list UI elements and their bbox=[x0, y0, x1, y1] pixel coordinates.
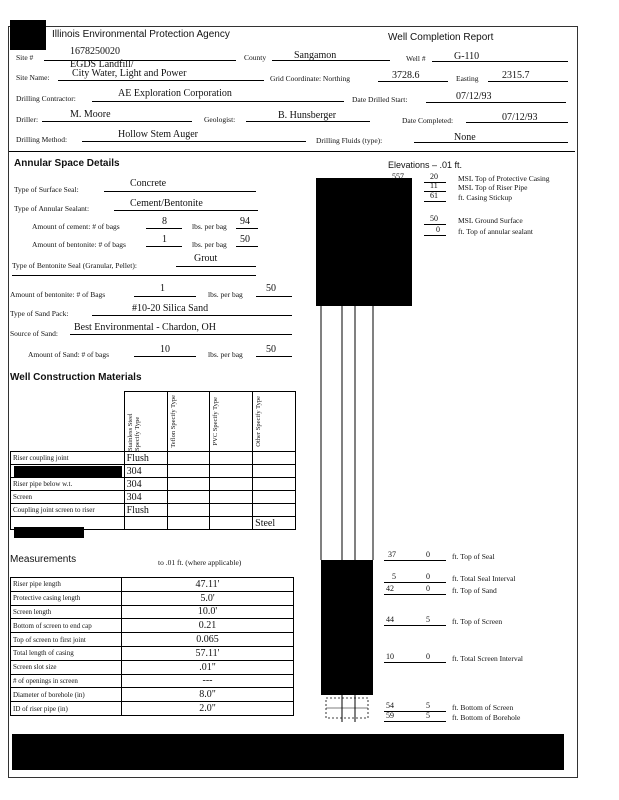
table-row: Top of screen to first joint 0.065 bbox=[11, 633, 294, 647]
agency-name: Illinois Environmental Protection Agency bbox=[52, 29, 230, 40]
measurements-title: Measurements bbox=[10, 554, 77, 565]
table-row: Riser pipe length 47.11' bbox=[11, 578, 294, 592]
table-row: Steel bbox=[11, 517, 296, 530]
contractor: AE Exploration Corporation bbox=[118, 88, 232, 99]
driller-label: Driller: bbox=[16, 115, 39, 124]
elevation-row: 557 20 MSL Top of Protective Casing bbox=[392, 172, 550, 183]
elevation-row: 0 ft. Top of annular sealant bbox=[436, 225, 533, 236]
construction-title: Well Construction Materials bbox=[10, 372, 142, 383]
contractor-label: Drilling Contractor: bbox=[16, 94, 76, 103]
bent-lbs-label: lbs. per bag bbox=[192, 240, 227, 249]
bent-seal-label: Type of Bentonite Seal (Granular, Pellet): bbox=[12, 261, 137, 270]
site-no-label: Site # bbox=[16, 53, 34, 62]
table-row: # of openings in screen --- bbox=[11, 674, 294, 688]
depth-row: 54 5 ft. Bottom of Screen bbox=[386, 701, 514, 712]
date-started: 07/12/93 bbox=[456, 91, 492, 102]
site-name-label: Site Name: bbox=[16, 73, 50, 82]
table-row: Total length of casing 57.11' bbox=[11, 646, 294, 660]
geologist-label: Geologist: bbox=[204, 115, 236, 124]
table-row: Diameter of borehole (in) 8.0" bbox=[11, 688, 294, 702]
cement-bags-label: Amount of cement: # of bags bbox=[32, 222, 120, 231]
bent-lbs: 50 bbox=[240, 234, 250, 245]
cement-bags: 8 bbox=[162, 216, 167, 227]
sand-pack-label: Type of Sand Pack: bbox=[10, 309, 69, 318]
site-no: 1678250020 bbox=[70, 46, 120, 57]
col-teflon: Teflon Specify Type bbox=[169, 395, 177, 448]
county: Sangamon bbox=[294, 50, 337, 61]
surface-seal: Concrete bbox=[130, 178, 167, 189]
bent2-lbs-label: lbs. per bag bbox=[208, 290, 243, 299]
construction-table bbox=[10, 391, 296, 530]
sand-lbs: 50 bbox=[266, 344, 276, 355]
driller: M. Moore bbox=[70, 109, 111, 120]
annular-title: Annular Space Details bbox=[14, 158, 120, 169]
bent-bags: 1 bbox=[162, 234, 167, 245]
cement-lbs-label: lbs. per bag bbox=[192, 222, 227, 231]
table-row: Screen length 10.0' bbox=[11, 605, 294, 619]
bent2-bags-label: Amount of bentonite: # of Bags bbox=[10, 290, 106, 299]
sand-lbs-label: lbs. per bag bbox=[208, 350, 243, 359]
depth-row: 44 5 ft. Top of Screen bbox=[386, 615, 503, 626]
sand-source-label: Source of Sand: bbox=[10, 329, 58, 338]
annular-sealant: Cement/Bentonite bbox=[130, 198, 203, 209]
table-row: Screen slot size .01" bbox=[11, 660, 294, 674]
elevation-row: 50 MSL Ground Surface bbox=[430, 214, 523, 225]
table-row: 304 bbox=[11, 465, 296, 478]
sand-pack: #10-20 Silica Sand bbox=[132, 303, 209, 314]
date-completed: 07/12/93 bbox=[502, 112, 538, 123]
report-title: Well Completion Report bbox=[388, 32, 494, 43]
bent2-bags: 1 bbox=[160, 283, 165, 294]
well-no: G-110 bbox=[454, 51, 480, 62]
site-name-line2: City Water, Light and Power bbox=[72, 68, 187, 79]
method: Hollow Stem Auger bbox=[118, 129, 198, 140]
fluids-label: Drilling Fluids (type): bbox=[316, 136, 383, 145]
date-completed-label: Date Completed: bbox=[402, 116, 454, 125]
table-row: Screen 304 bbox=[11, 491, 296, 504]
elevations-title: Elevations – .01 ft. bbox=[388, 160, 463, 170]
fluids: None bbox=[454, 132, 476, 143]
annular-sealant-label: Type of Annular Sealant: bbox=[14, 204, 90, 213]
northing: 3728.6 bbox=[392, 70, 420, 81]
depth-row: 10 0 ft. Total Screen Interval bbox=[386, 652, 523, 663]
easting: 2315.7 bbox=[502, 70, 530, 81]
col-other: Other Specify Type bbox=[255, 396, 263, 447]
table-row: Bottom of screen to end cap 0.21 bbox=[11, 619, 294, 633]
depth-row: 42 0 ft. Top of Sand bbox=[386, 584, 497, 595]
bent2-lbs: 50 bbox=[266, 283, 276, 294]
table-row: Riser coupling joint Flush bbox=[11, 452, 296, 465]
cement-lbs: 94 bbox=[240, 216, 250, 227]
date-started-label: Date Drilled Start: bbox=[352, 95, 408, 104]
table-row: ID of riser pipe (in) 2.0" bbox=[11, 702, 294, 716]
county-label: County bbox=[244, 53, 267, 62]
well-label: Well # bbox=[406, 54, 426, 63]
bent-bags-label: Amount of bentonite: # of bags bbox=[32, 240, 126, 249]
easting-label: Easting bbox=[456, 74, 479, 83]
method-label: Drilling Method: bbox=[16, 135, 68, 144]
table-row: Protective casing length 5.0' bbox=[11, 591, 294, 605]
sand-bags-label: Amount of Sand: # of bags bbox=[28, 350, 110, 359]
depth-row: 5 0 ft. Total Seal Interval bbox=[392, 572, 516, 583]
measurements-note: to .01 ft. (where applicable) bbox=[158, 558, 242, 567]
table-row: Riser pipe below w.t. 304 bbox=[11, 478, 296, 491]
surface-seal-label: Type of Surface Seal: bbox=[14, 185, 79, 194]
geologist: B. Hunsberger bbox=[278, 110, 337, 121]
depth-row: 37 0 ft. Top of Seal bbox=[388, 550, 495, 561]
bent-seal: Grout bbox=[194, 253, 218, 264]
site-name-line1: EGDS Landfill/ bbox=[70, 59, 134, 70]
measurements-table bbox=[10, 577, 294, 716]
sand-source: Best Environmental - Chardon, OH bbox=[74, 322, 216, 333]
grid-label: Grid Coordinate: Northing bbox=[270, 74, 350, 83]
depth-row: 59 5 ft. Bottom of Borehole bbox=[386, 711, 521, 722]
col-stainless: Stainless Steel Specify Type bbox=[126, 413, 141, 451]
table-row: Coupling joint screen to riser Flush bbox=[11, 504, 296, 517]
elevation-row: 11 MSL Top of Riser Pipe bbox=[430, 181, 528, 192]
elevation-row: 61 ft. Casing Stickup bbox=[430, 191, 512, 202]
col-pvc: PVC Specify Type bbox=[212, 397, 220, 446]
sand-bags: 10 bbox=[160, 344, 170, 355]
